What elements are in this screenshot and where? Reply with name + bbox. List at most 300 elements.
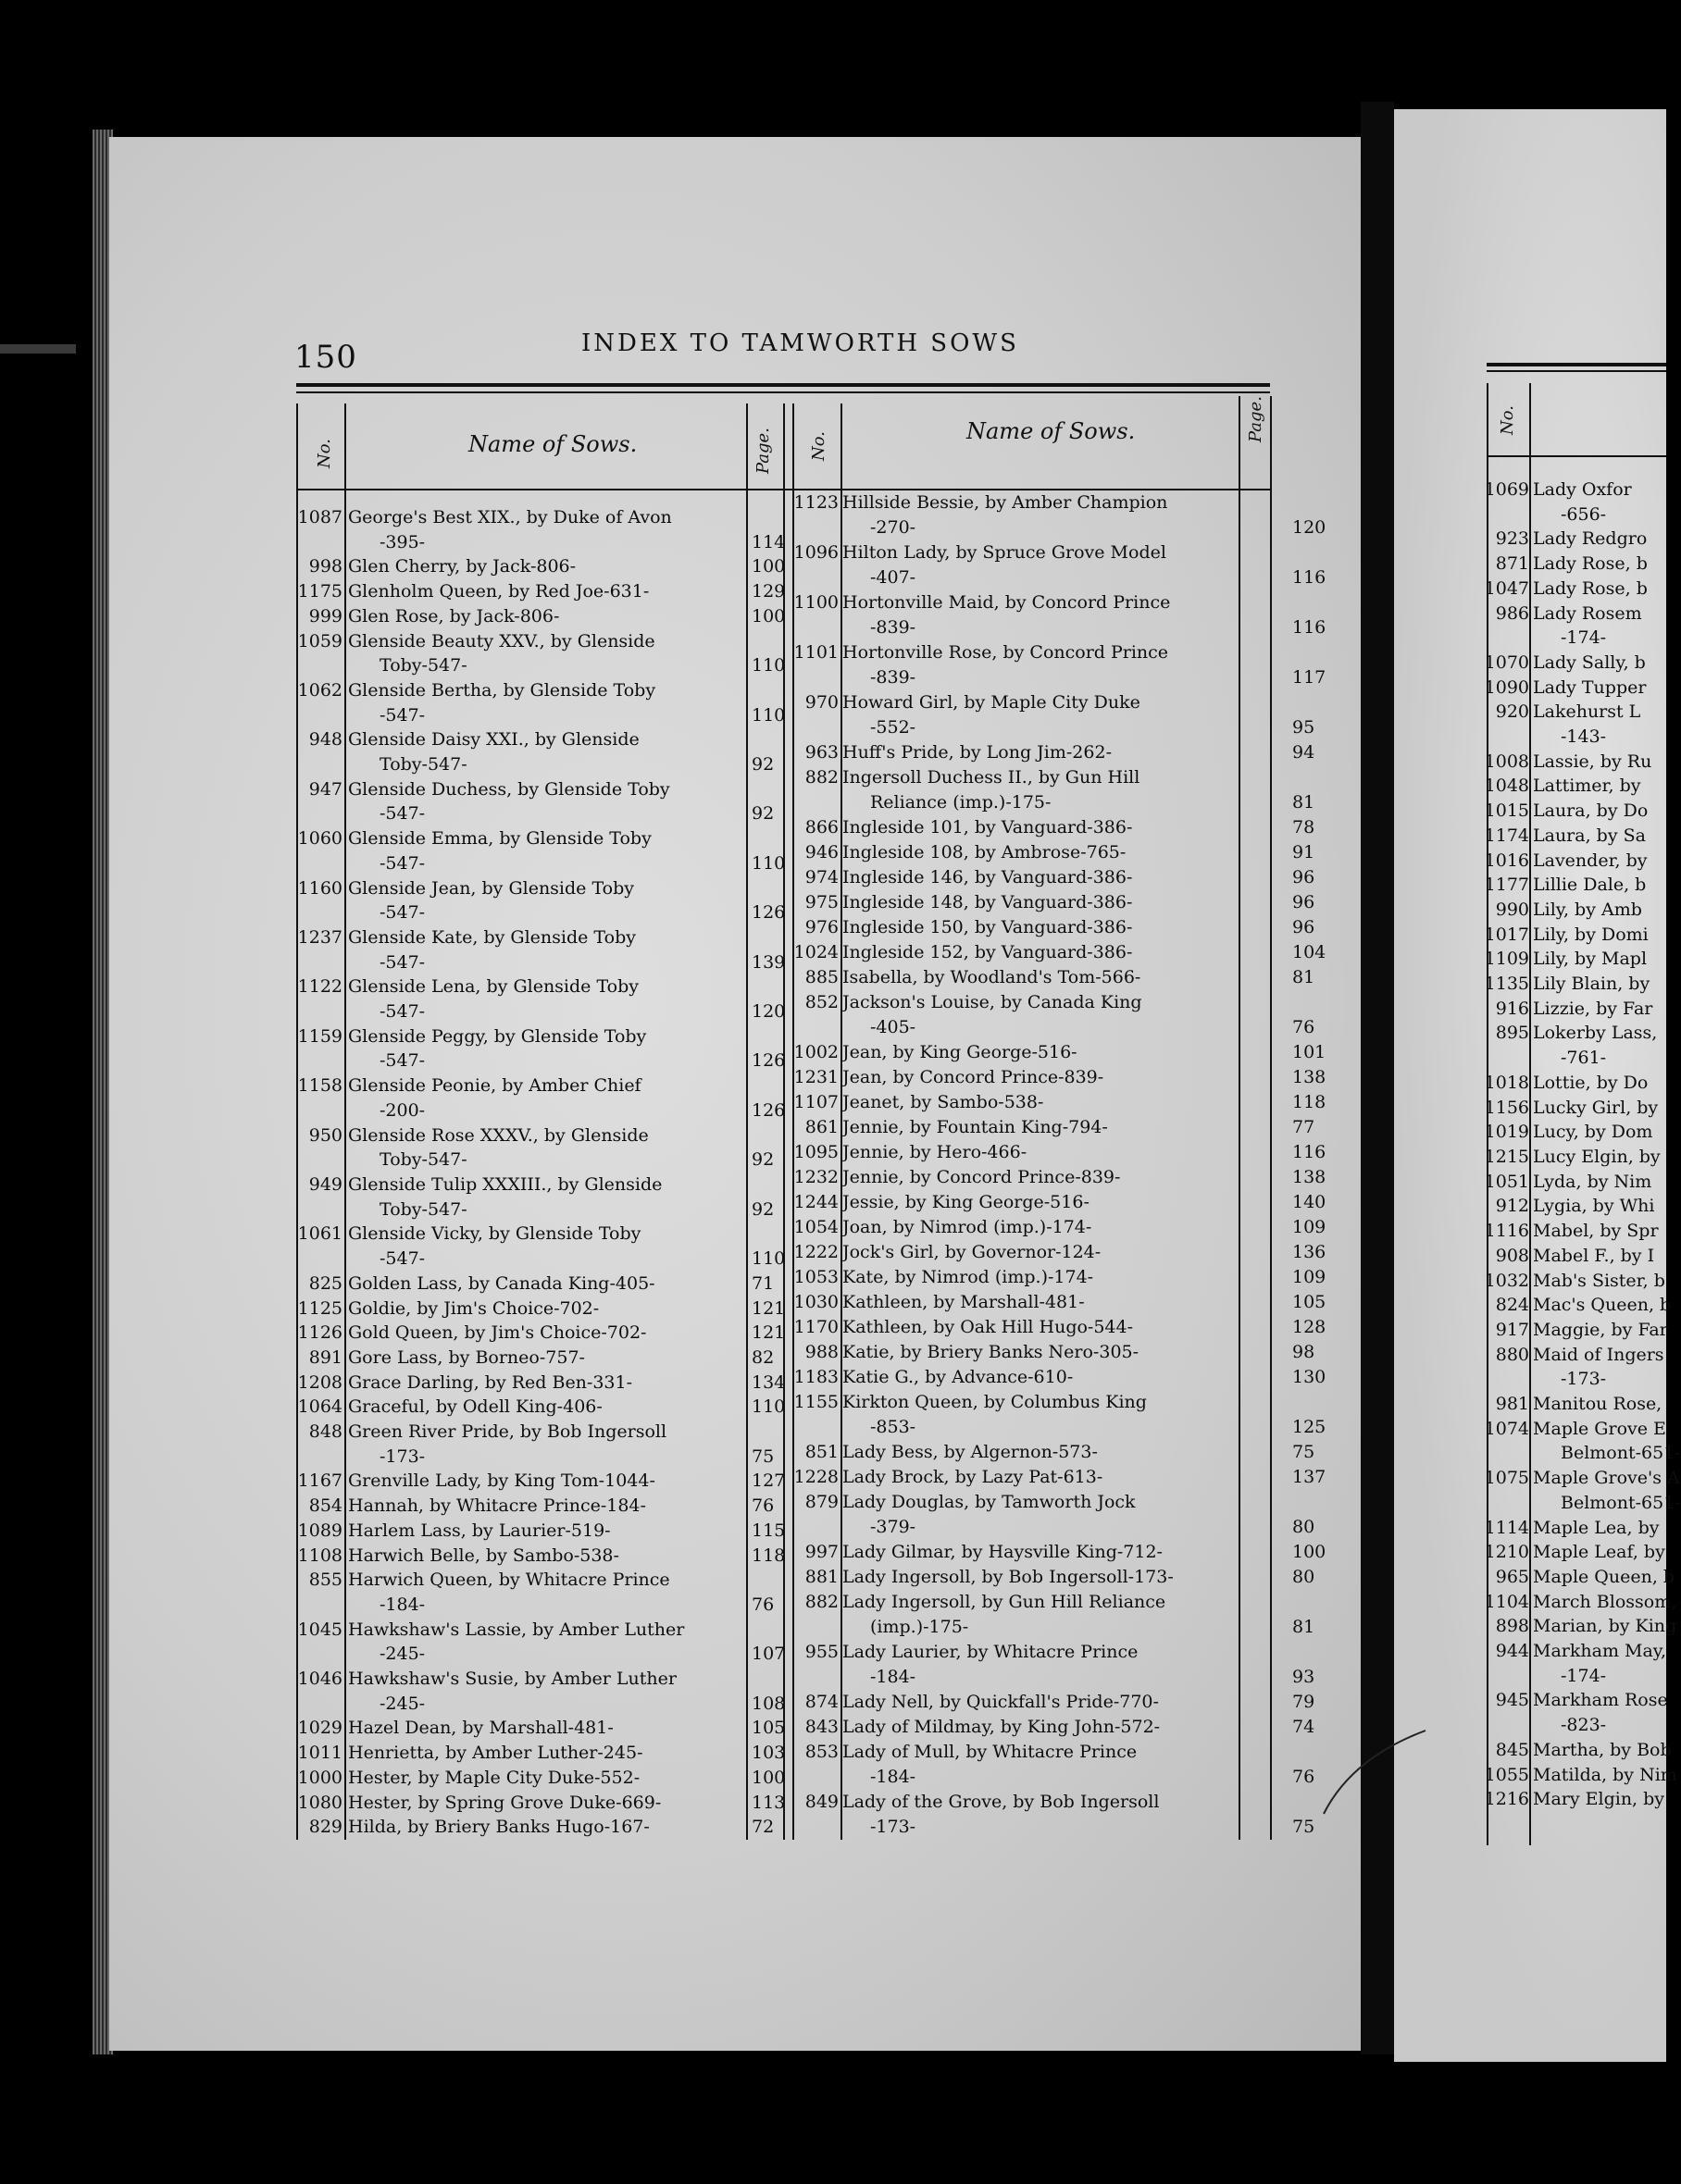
col-divider — [1239, 396, 1240, 1840]
entry-number: 1048 — [1484, 776, 1529, 797]
entry-continuation: -839- — [870, 667, 916, 688]
entry-continuation: -407- — [870, 567, 916, 588]
entry-number: 986 — [1495, 602, 1529, 624]
entry-name: Glenside Vicky, by Glenside Toby — [348, 1223, 641, 1245]
entry-number: 1015 — [1484, 800, 1529, 822]
entry-number: 1104 — [1484, 1591, 1529, 1612]
entry-number: 1177 — [1484, 875, 1529, 896]
entry-name: Huff's Pride, by Long Jim-262- — [842, 742, 1112, 763]
entry-number: 1029 — [297, 1718, 342, 1739]
entry-number: 1222 — [793, 1242, 839, 1262]
header-no: No. — [315, 439, 334, 468]
entry-name: Laura, by Do — [1533, 800, 1649, 822]
entry-number: 1064 — [297, 1396, 342, 1418]
entry-name: Ingleside 101, by Vanguard-386- — [842, 817, 1133, 838]
entry-number: 1122 — [297, 976, 342, 998]
entry-name: Hazel Dean, by Marshall-481- — [348, 1718, 614, 1739]
entry-continuation: -173- — [870, 1817, 916, 1837]
page-title: INDEX TO TAMWORTH SOWS — [581, 329, 1019, 357]
entry-page: 118 — [752, 1545, 786, 1566]
entry-name: Lizzie, by Far — [1533, 998, 1653, 1019]
entry-number: 1024 — [793, 942, 839, 962]
entry-number: 949 — [308, 1174, 342, 1195]
entry-number: 1051 — [1484, 1171, 1529, 1192]
entry-page: 76 — [1292, 1017, 1315, 1037]
entry-name: Lady Tupper — [1533, 676, 1647, 698]
entry-page: 96 — [1292, 917, 1315, 937]
entry-number: 1174 — [1484, 825, 1529, 846]
entry-number: 825 — [308, 1272, 342, 1294]
entry-number: 1000 — [297, 1767, 342, 1788]
entry-name: Grenville Lady, by King Tom-1044- — [348, 1470, 655, 1492]
entry-continuation: -143- — [1561, 726, 1607, 748]
entry-page: 110 — [752, 852, 786, 874]
entry-page: 120 — [1292, 517, 1326, 538]
entry-number: 1047 — [1484, 577, 1529, 599]
col-divider — [344, 403, 346, 1840]
entry-number: 1096 — [793, 542, 839, 563]
entry-number: 974 — [804, 867, 839, 887]
entry-page: 95 — [1292, 717, 1315, 738]
entry-name: Lady of Mildmay, by King John-572- — [842, 1717, 1161, 1737]
entry-number: 917 — [1495, 1319, 1529, 1340]
entry-number: 891 — [308, 1346, 342, 1368]
header-rule-thin — [296, 391, 1270, 393]
page-number: 150 — [294, 339, 357, 376]
entry-name: Graceful, by Odell King-406- — [348, 1396, 603, 1418]
entry-number: 920 — [1495, 701, 1529, 723]
entry-page: 100 — [752, 556, 786, 577]
entry-page: 118 — [1292, 1092, 1326, 1112]
entry-page: 140 — [1292, 1192, 1326, 1212]
entry-page: 116 — [1292, 1142, 1326, 1162]
entry-name: Hillside Bessie, by Amber Champion — [842, 492, 1168, 513]
entry-page: 100 — [752, 1767, 786, 1788]
entry-page: 93 — [1292, 1667, 1315, 1687]
entry-continuation: -547- — [380, 951, 426, 973]
entry-number: 882 — [804, 767, 839, 788]
entry-number: 923 — [1495, 528, 1529, 550]
entry-name: Ingleside 150, by Vanguard-386- — [842, 917, 1133, 937]
entry-name: Harwich Belle, by Sambo-538- — [348, 1545, 619, 1566]
entry-name: Maggie, by Far — [1533, 1319, 1668, 1340]
entry-number: 1016 — [1484, 850, 1529, 871]
entry-number: 1114 — [1484, 1517, 1529, 1538]
entry-page: 110 — [752, 704, 786, 726]
entry-number: 849 — [804, 1792, 839, 1812]
entry-number: 1061 — [297, 1223, 342, 1245]
entry-number: 1030 — [793, 1292, 839, 1312]
entry-number: 861 — [804, 1117, 839, 1137]
entry-number: 1155 — [793, 1392, 839, 1412]
entry-name: Glenside Peonie, by Amber Chief — [348, 1075, 641, 1097]
entry-name: Golden Lass, by Canada King-405- — [348, 1272, 655, 1294]
entry-number: 1125 — [297, 1297, 342, 1319]
entry-number: 1228 — [793, 1467, 839, 1487]
entry-name: Lattimer, by — [1533, 776, 1641, 797]
entry-name: Hilda, by Briery Banks Hugo-167- — [348, 1817, 650, 1838]
entry-name: Henrietta, by Amber Luther-245- — [348, 1743, 643, 1764]
entry-number: 1002 — [793, 1042, 839, 1062]
entry-page: 134 — [752, 1371, 786, 1393]
entry-continuation: -174- — [1561, 627, 1607, 649]
entry-name: Glenside Lena, by Glenside Toby — [348, 976, 639, 998]
entry-page: 92 — [752, 1198, 775, 1220]
entry-continuation: -200- — [380, 1099, 426, 1121]
entry-continuation: Toby-547- — [380, 1149, 467, 1171]
entry-name: Green River Pride, by Bob Ingersoll — [348, 1421, 667, 1443]
entry-continuation: Toby-547- — [380, 754, 467, 776]
entry-name: Jean, by Concord Prince-839- — [842, 1067, 1104, 1087]
entry-name: Lavender, by — [1533, 850, 1648, 871]
entry-number: 1170 — [793, 1317, 839, 1337]
entry-name: Lady Rose, b — [1533, 553, 1648, 575]
entry-name: Lillie Dale, b — [1533, 875, 1647, 896]
entry-name: Lady Sally, b — [1533, 651, 1646, 673]
header-row-rule — [296, 489, 1270, 490]
entry-name: Lily, by Amb — [1533, 899, 1642, 920]
entry-name: Glenside Peggy, by Glenside Toby — [348, 1025, 647, 1047]
entry-continuation: -547- — [380, 1050, 426, 1072]
entry-name: Glen Cherry, by Jack-806- — [348, 556, 577, 577]
entry-number: 948 — [308, 729, 342, 751]
entry-page: 79 — [1292, 1692, 1315, 1712]
entry-name: Lokerby Lass, — [1533, 1023, 1658, 1044]
entry-page: 81 — [1292, 967, 1315, 987]
entry-name: Ingersoll Duchess II., by Gun Hill — [842, 767, 1140, 788]
entry-continuation: Belmont-651- — [1561, 1492, 1681, 1513]
entry-name: Glenside Kate, by Glenside Toby — [348, 926, 636, 948]
entry-name: Lady Laurier, by Whitacre Prince — [842, 1642, 1139, 1662]
entry-page: 138 — [1292, 1067, 1326, 1087]
entry-name: Lady Rosem — [1533, 602, 1642, 624]
entry-number: 898 — [1495, 1616, 1529, 1637]
entry-name: Katie G., by Advance-610- — [842, 1367, 1074, 1387]
next-page-header-rule-thin — [1487, 370, 1666, 372]
entry-number: 1017 — [1484, 924, 1529, 945]
pencil-mark — [1314, 1721, 1444, 1832]
entry-name: Glenside Tulip XXXIII., by Glenside — [348, 1174, 663, 1195]
entry-number: 1019 — [1484, 1122, 1529, 1143]
entry-number: 1095 — [793, 1142, 839, 1162]
entry-number: 881 — [804, 1567, 839, 1587]
entry-page: 110 — [752, 655, 786, 676]
entry-name: Glenside Jean, by Glenside Toby — [348, 877, 634, 899]
entry-name: Markham Rose — [1533, 1690, 1668, 1711]
entry-number: 1089 — [297, 1520, 342, 1541]
entry-page: 113 — [752, 1792, 786, 1813]
entry-page: 75 — [752, 1446, 775, 1467]
entry-number: 1070 — [1484, 651, 1529, 673]
entry-continuation: -547- — [380, 1001, 426, 1023]
entry-page: 105 — [752, 1718, 786, 1739]
entry-name: Lakehurst L — [1533, 701, 1641, 723]
entry-name: Laura, by Sa — [1533, 825, 1646, 846]
entry-name: Hester, by Maple City Duke-552- — [348, 1767, 641, 1788]
entry-page: 74 — [1292, 1717, 1315, 1737]
header-name: Name of Sows. — [468, 431, 638, 457]
entry-name: Glen Rose, by Jack-806- — [348, 605, 560, 627]
entry-number: 853 — [804, 1742, 839, 1762]
entry-number: 843 — [804, 1717, 839, 1737]
entry-page: 120 — [752, 1001, 786, 1023]
entry-number: 908 — [1495, 1245, 1529, 1266]
entry-page: 121 — [752, 1322, 786, 1344]
entry-name: Lucky Girl, by — [1533, 1097, 1659, 1118]
entry-page: 82 — [752, 1346, 775, 1368]
entry-name: Lily, by Mapl — [1533, 949, 1648, 970]
entry-page: 116 — [1292, 617, 1326, 638]
entry-number: 880 — [1495, 1344, 1529, 1365]
entry-continuation: -853- — [870, 1417, 916, 1437]
entry-page: 77 — [1292, 1117, 1315, 1137]
entry-page: 96 — [1292, 867, 1315, 887]
entry-continuation: -823- — [1561, 1715, 1607, 1736]
entry-number: 1045 — [297, 1619, 342, 1640]
entry-number: 1032 — [1484, 1270, 1529, 1291]
entry-page: 92 — [752, 803, 775, 825]
entry-page: 110 — [752, 1396, 786, 1418]
entry-page: 92 — [752, 754, 775, 776]
entry-name: March Blossom, — [1533, 1591, 1677, 1612]
entry-number: 963 — [804, 742, 839, 763]
entry-page: 94 — [1292, 742, 1315, 763]
entry-number: 1054 — [793, 1217, 839, 1237]
entry-number: 855 — [308, 1570, 342, 1591]
entry-number: 1100 — [793, 592, 839, 613]
entry-name: Gold Queen, by Jim's Choice-702- — [348, 1322, 647, 1344]
entry-number: 1059 — [297, 630, 342, 651]
entry-page: 81 — [1292, 1617, 1315, 1637]
entry-continuation: Toby-547- — [380, 655, 467, 676]
entry-number: 1215 — [1484, 1147, 1529, 1167]
entry-name: Ingleside 152, by Vanguard-386- — [842, 942, 1133, 962]
entry-page: 104 — [1292, 942, 1326, 962]
entry-name: Maple Grove's A — [1533, 1468, 1680, 1489]
entry-number: 1107 — [793, 1092, 839, 1112]
entry-name: Jennie, by Concord Prince-839- — [842, 1167, 1121, 1187]
header-name: Name of Sows. — [966, 418, 1136, 444]
entry-page: 75 — [1292, 1442, 1315, 1462]
entry-name: Glenside Emma, by Glenside Toby — [348, 828, 652, 850]
entry-number: 1053 — [793, 1267, 839, 1287]
entry-name: Lady Gilmar, by Haysville King-712- — [842, 1542, 1163, 1562]
entry-name: Lyda, by Nim — [1533, 1171, 1652, 1192]
entry-name: Lucy Elgin, by — [1533, 1147, 1661, 1167]
entry-name: Howard Girl, by Maple City Duke — [842, 692, 1140, 713]
entry-name: Jeanet, by Sambo-538- — [842, 1092, 1044, 1112]
entry-continuation: -656- — [1561, 503, 1607, 525]
next-page-col-divider — [1529, 383, 1531, 1845]
entry-name: Maple Leaf, by — [1533, 1542, 1665, 1563]
entry-name: Jessie, by King George-516- — [842, 1192, 1090, 1212]
entry-name: Goldie, by Jim's Choice-702- — [348, 1297, 600, 1319]
entry-page: 138 — [1292, 1167, 1326, 1187]
entry-page: 72 — [752, 1817, 775, 1838]
entry-page: 130 — [1292, 1367, 1326, 1387]
entry-page: 129 — [752, 581, 786, 602]
entry-name: Jennie, by Fountain King-794- — [842, 1117, 1108, 1137]
entry-number: 1183 — [793, 1367, 839, 1387]
entry-number: 1244 — [793, 1192, 839, 1212]
entry-number: 879 — [804, 1492, 839, 1512]
entry-page: 108 — [752, 1693, 786, 1714]
entry-name: Lucy, by Dom — [1533, 1122, 1653, 1143]
entry-name: Lady Ingersoll, by Bob Ingersoll-173- — [842, 1567, 1174, 1587]
entry-name: Markham May, — [1533, 1641, 1667, 1662]
entry-number: 1080 — [297, 1792, 342, 1813]
entry-name: Lygia, by Whi — [1533, 1196, 1655, 1217]
entry-name: Hilton Lady, by Spruce Grove Model — [842, 542, 1166, 563]
entry-number: 965 — [1495, 1566, 1529, 1587]
entry-continuation: -245- — [380, 1693, 426, 1714]
entry-page: 98 — [1292, 1342, 1315, 1362]
entry-number: 848 — [308, 1421, 342, 1443]
entry-name: Lady Douglas, by Tamworth Jock — [842, 1492, 1136, 1512]
header-page: Page. — [753, 428, 773, 474]
entry-name: Mary Elgin, by — [1533, 1789, 1665, 1810]
entry-number: 874 — [804, 1692, 839, 1712]
entry-page: 80 — [1292, 1517, 1315, 1537]
entry-number: 871 — [1495, 553, 1529, 575]
entry-number: 1011 — [297, 1743, 342, 1764]
entry-continuation: -379- — [870, 1517, 916, 1537]
entry-continuation: -173- — [380, 1446, 426, 1467]
entry-name: Hawkshaw's Susie, by Amber Luther — [348, 1669, 677, 1690]
entry-number: 998 — [308, 556, 342, 577]
table-border-right — [1270, 396, 1272, 1840]
entry-continuation: -270- — [870, 517, 916, 538]
entry-number: 999 — [308, 605, 342, 627]
entry-continuation: Reliance (imp.)-175- — [870, 792, 1052, 813]
entry-number: 947 — [308, 778, 342, 800]
entry-name: Glenholm Queen, by Red Joe-631- — [348, 581, 650, 602]
entry-number: 1018 — [1484, 1072, 1529, 1093]
entry-page: 78 — [1292, 817, 1315, 838]
entry-page: 126 — [752, 902, 786, 924]
entry-page: 139 — [752, 951, 786, 973]
entry-name: Joan, by Nimrod (imp.)-174- — [842, 1217, 1092, 1237]
entry-name: Kathleen, by Oak Hill Hugo-544- — [842, 1317, 1134, 1337]
entry-name: Hortonville Maid, by Concord Prince — [842, 592, 1171, 613]
entry-number: 916 — [1495, 998, 1529, 1019]
entry-name: Katie, by Briery Banks Nero-305- — [842, 1342, 1139, 1362]
scanner-edge-mark — [0, 344, 76, 354]
entry-continuation: -184- — [870, 1767, 916, 1787]
header-page: Page. — [1246, 396, 1265, 442]
entry-number: 1167 — [297, 1470, 342, 1492]
entry-number: 829 — [308, 1817, 342, 1838]
entry-page: 107 — [752, 1644, 786, 1665]
entry-number: 945 — [1495, 1690, 1529, 1711]
entry-page: 110 — [752, 1248, 786, 1270]
entry-name: Glenside Beauty XXV., by Glenside — [348, 630, 655, 651]
entry-name: Isabella, by Woodland's Tom-566- — [842, 967, 1141, 987]
entry-name: Mac's Queen, b — [1533, 1295, 1672, 1316]
entry-number: 1232 — [793, 1167, 839, 1187]
entry-page: 136 — [1292, 1242, 1326, 1262]
entry-number: 1060 — [297, 828, 342, 850]
entry-continuation: -184- — [870, 1667, 916, 1687]
entry-page: 114 — [752, 531, 786, 552]
entry-page: 100 — [1292, 1542, 1326, 1562]
entry-number: 950 — [308, 1124, 342, 1146]
entry-continuation: -839- — [870, 617, 916, 638]
entry-number: 1175 — [297, 581, 342, 602]
entry-number: 955 — [804, 1642, 839, 1662]
entry-number: 852 — [804, 992, 839, 1012]
entry-name: Ingleside 146, by Vanguard-386- — [842, 867, 1133, 887]
entry-number: 1123 — [793, 492, 839, 513]
entry-name: Ingleside 108, by Ambrose-765- — [842, 842, 1127, 862]
entry-page: 76 — [1292, 1767, 1315, 1787]
entry-page: 71 — [752, 1272, 775, 1294]
entry-number: 885 — [804, 967, 839, 987]
entry-page: 116 — [1292, 567, 1326, 588]
entry-name: Mab's Sister, b — [1533, 1270, 1665, 1291]
entry-page: 76 — [752, 1594, 775, 1615]
entry-name: Hester, by Spring Grove Duke-669- — [348, 1792, 662, 1813]
entry-number: 845 — [1495, 1739, 1529, 1760]
entry-continuation: (imp.)-175- — [870, 1617, 969, 1637]
entry-name: Maple Lea, by — [1533, 1517, 1660, 1538]
entry-continuation: Toby-547- — [380, 1198, 467, 1220]
entry-number: 981 — [1495, 1394, 1529, 1415]
entry-page: 109 — [1292, 1217, 1326, 1237]
entry-number: 1231 — [793, 1067, 839, 1087]
entry-continuation: -761- — [1561, 1048, 1607, 1069]
entry-name: Mabel, by Spr — [1533, 1221, 1659, 1242]
next-page-header-no: No. — [1498, 405, 1517, 435]
entry-number: 854 — [308, 1495, 342, 1517]
entry-page: 128 — [1292, 1317, 1326, 1337]
entry-name: Matilda, by Nim — [1533, 1764, 1677, 1785]
entry-continuation: -395- — [380, 531, 426, 552]
col-divider — [746, 403, 748, 1840]
entry-number: 1210 — [1484, 1542, 1529, 1563]
entry-name: Maple Queen, b — [1533, 1566, 1675, 1587]
entry-page: 91 — [1292, 842, 1315, 862]
entry-name: Marian, by King — [1533, 1616, 1677, 1637]
entry-number: 1109 — [1484, 949, 1529, 970]
entry-number: 1116 — [1484, 1221, 1529, 1242]
entry-continuation: -547- — [380, 1248, 426, 1270]
entry-name: Lady Rose, b — [1533, 577, 1648, 599]
entry-number: 1074 — [1484, 1418, 1529, 1439]
entry-number: 1062 — [297, 679, 342, 701]
entry-name: Kirkton Queen, by Columbus King — [842, 1392, 1147, 1412]
entry-name: Harwich Queen, by Whitacre Prince — [348, 1570, 670, 1591]
entry-number: 1075 — [1484, 1468, 1529, 1489]
entry-number: 1160 — [297, 877, 342, 899]
entry-number: 851 — [804, 1442, 839, 1462]
entry-number: 1126 — [297, 1322, 342, 1344]
entry-name: Glenside Rose XXXV., by Glenside — [348, 1124, 649, 1146]
entry-name: Jock's Girl, by Governor-124- — [842, 1242, 1102, 1262]
next-page-header-rule — [1487, 363, 1666, 366]
entry-page: 127 — [752, 1470, 786, 1492]
entry-name: Ingleside 148, by Vanguard-386- — [842, 892, 1133, 912]
entry-name: Hortonville Rose, by Concord Prince — [842, 642, 1169, 663]
entry-continuation: -245- — [380, 1644, 426, 1665]
entry-continuation: -174- — [1561, 1665, 1607, 1686]
entry-page: 105 — [1292, 1292, 1326, 1312]
entry-number: 997 — [804, 1542, 839, 1562]
entry-name: Kate, by Nimrod (imp.)-174- — [842, 1267, 1094, 1287]
entry-page: 126 — [752, 1099, 786, 1121]
entry-page: 75 — [1292, 1817, 1315, 1837]
entry-number: 866 — [804, 817, 839, 838]
